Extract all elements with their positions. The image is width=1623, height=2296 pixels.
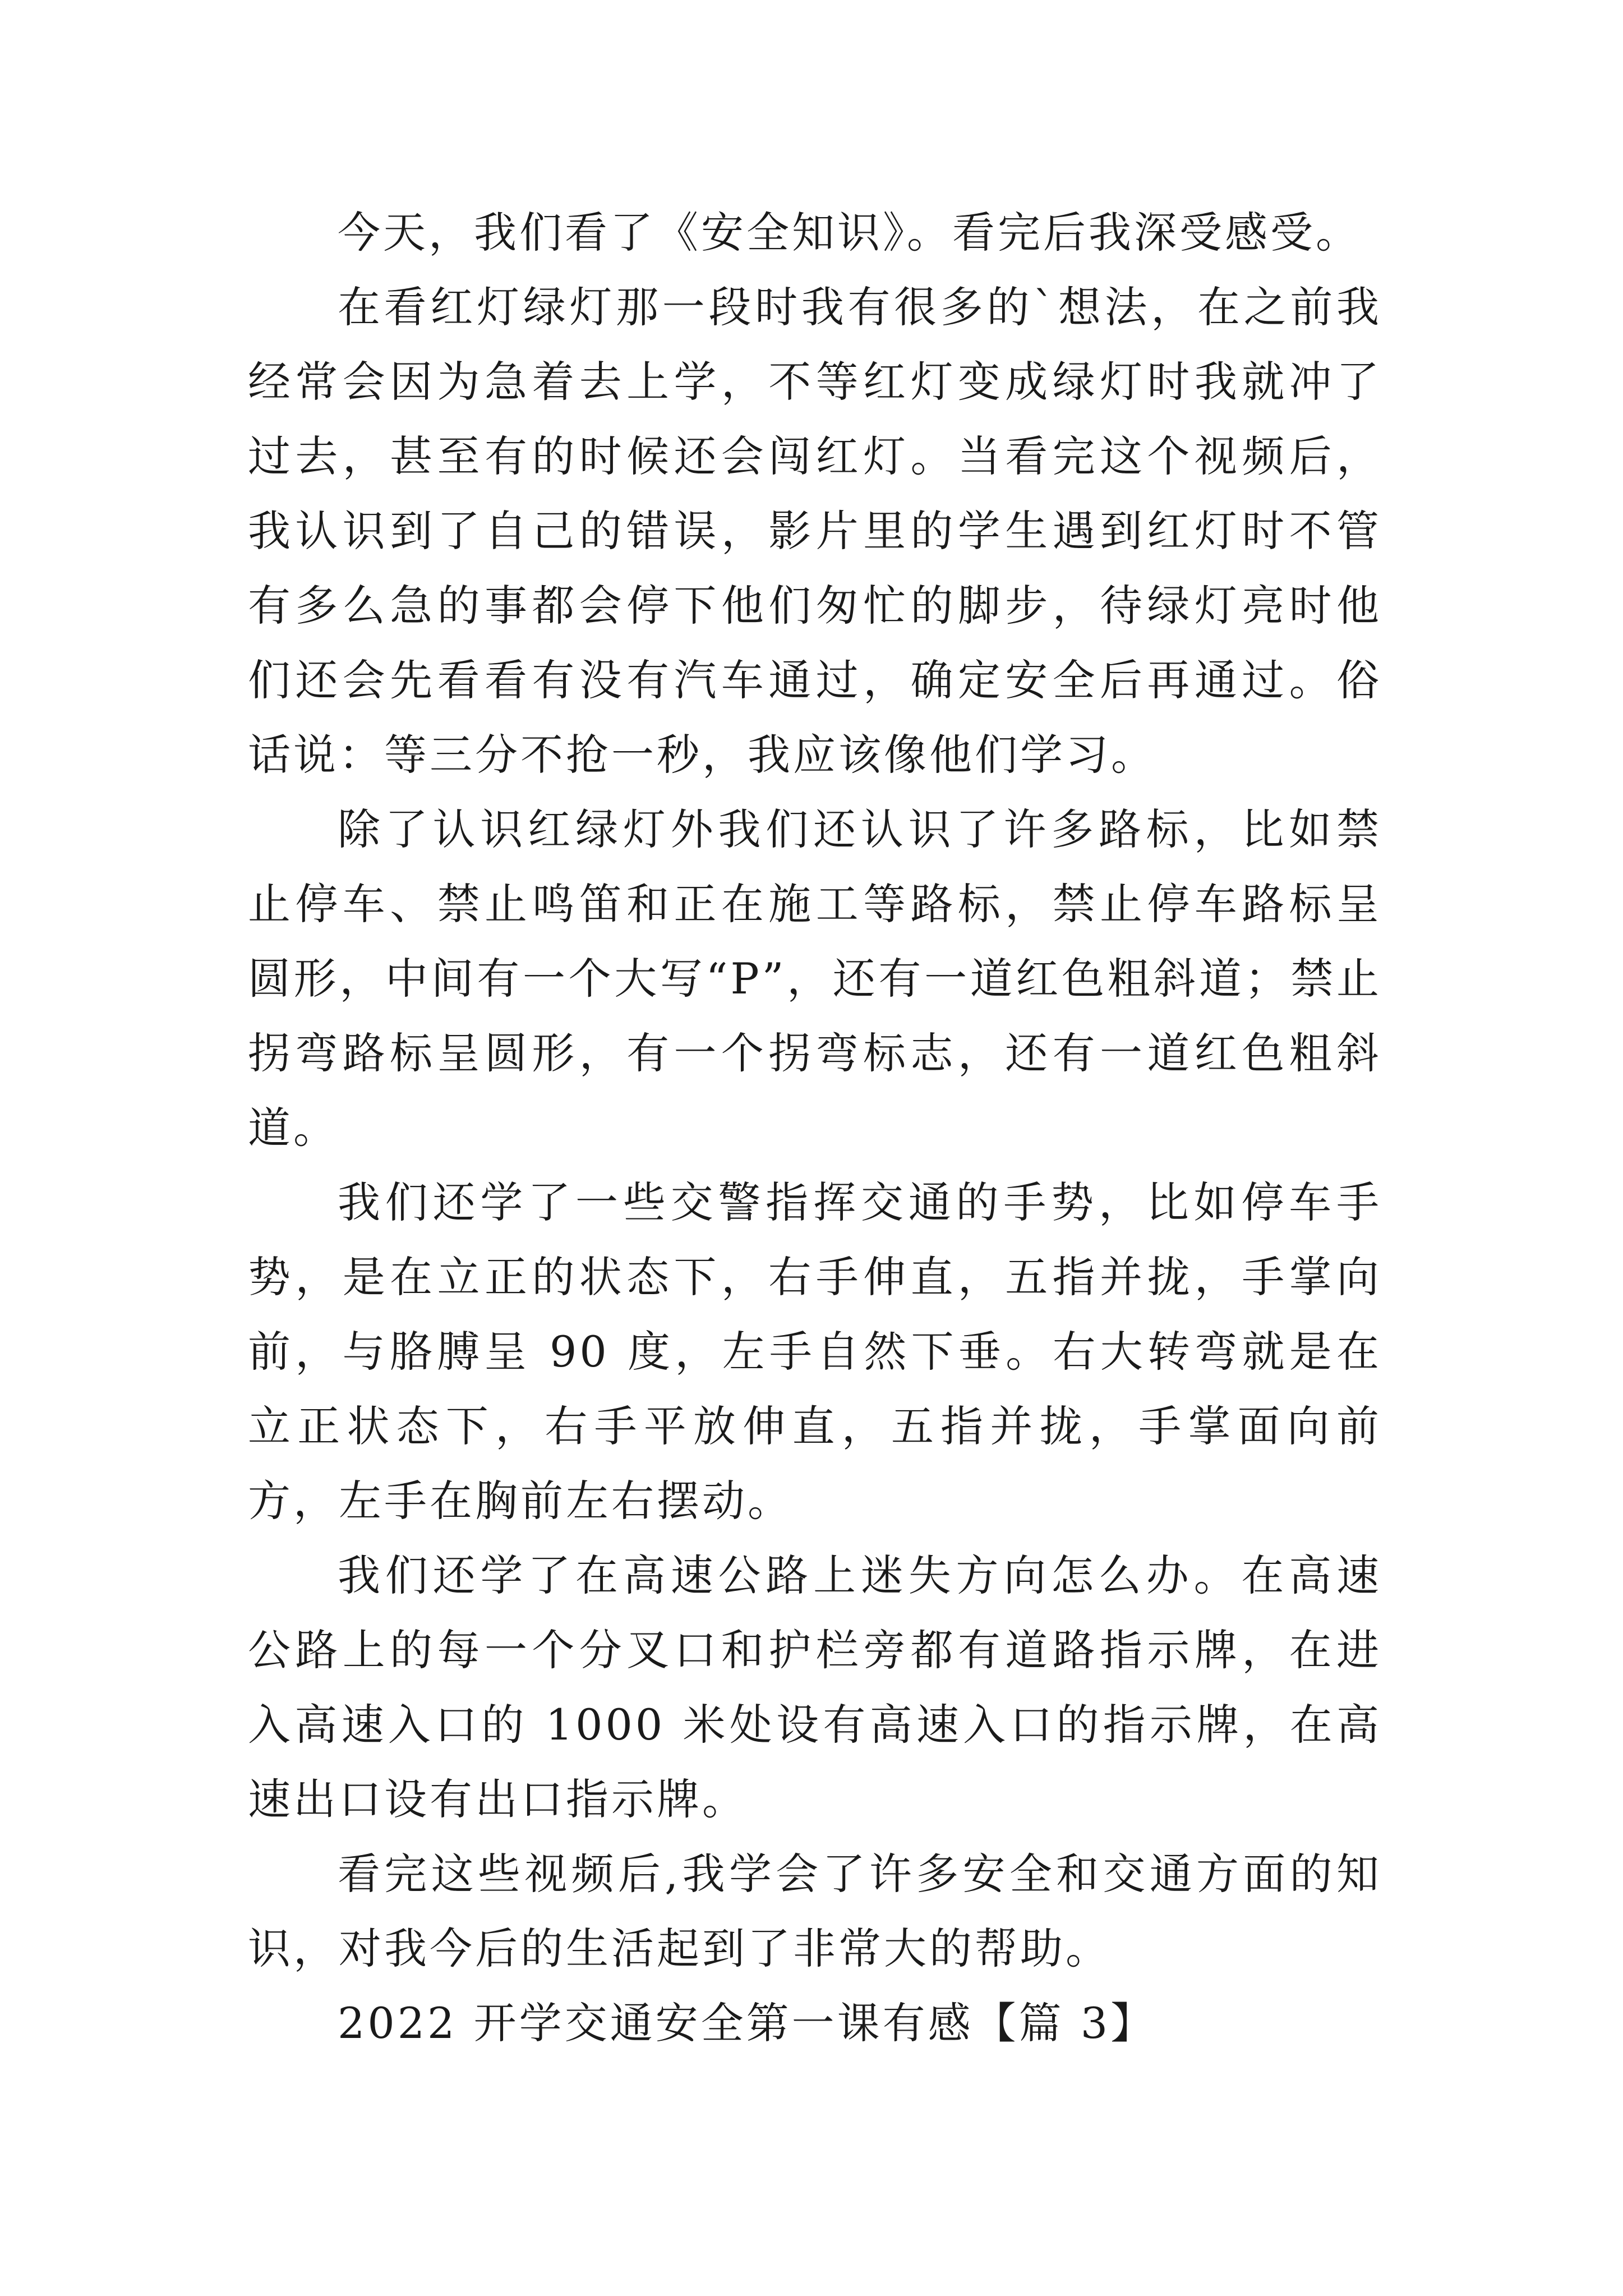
document-body: [248, 195, 1382, 2060]
paragraph-conclusion: 看完这些视频后,我学会了许多安全和交通方面的知识，对我今后的生活起到了非常大的帮助。: [248, 1849, 1382, 1973]
paragraph-highway: 我们还学了在高速公路上迷失方向怎么办。在高速公路上的每一个分叉口和护栏旁都有道路指示牌，在进入高速入口的 1000 米处设有高速入口的指示牌，在高速出口设有出口指示牌。: [248, 1550, 1382, 1824]
section-heading: 2022 开学交通安全第一课有感【篇 3】: [338, 1998, 1156, 2048]
paragraph-road-signs: 除了认识红绿灯外我们还认识了许多路标，比如禁止停车、禁止鸣笛和正在施工等路标，禁止停车路标呈圆形，中间有一个大写“P”，还有一道红色粗斜道；禁止拐弯路标呈圆形，有一个拐弯标志，还有一道红色粗斜道。: [248, 804, 1382, 1153]
paragraph-intro: 今天，我们看了《安全知识》。看完后我深受感受。: [338, 208, 1361, 257]
paragraph-traffic-lights: 在看红灯绿灯那一段时我有很多的`想法，在之前我经常会因为急着去上学，不等红灯变成绿灯时我就冲了过去，甚至有的时候还会闯红灯。当看完这个视频后，我认识到了自己的错误，影片里的学生遇到红灯时不管有多么急的事都会停下他们匆忙的脚步，待绿灯亮时他们还会先看看有没有汽车通过，确定安全后再通过。俗话说：等三分不抢一秒，我应该像他们学习。: [248, 282, 1382, 780]
paragraph-police-gestures: 我们还学了一些交警指挥交通的手势，比如停车手势，是在立正的状态下，右手伸直，五指并拢，手掌向前，与胳膊呈 90 度，左手自然下垂。右大转弯就是在立正状态下，右手平放伸直，五指并拢，手掌面向前方，左手在胸前左右摆动。: [248, 1177, 1382, 1526]
